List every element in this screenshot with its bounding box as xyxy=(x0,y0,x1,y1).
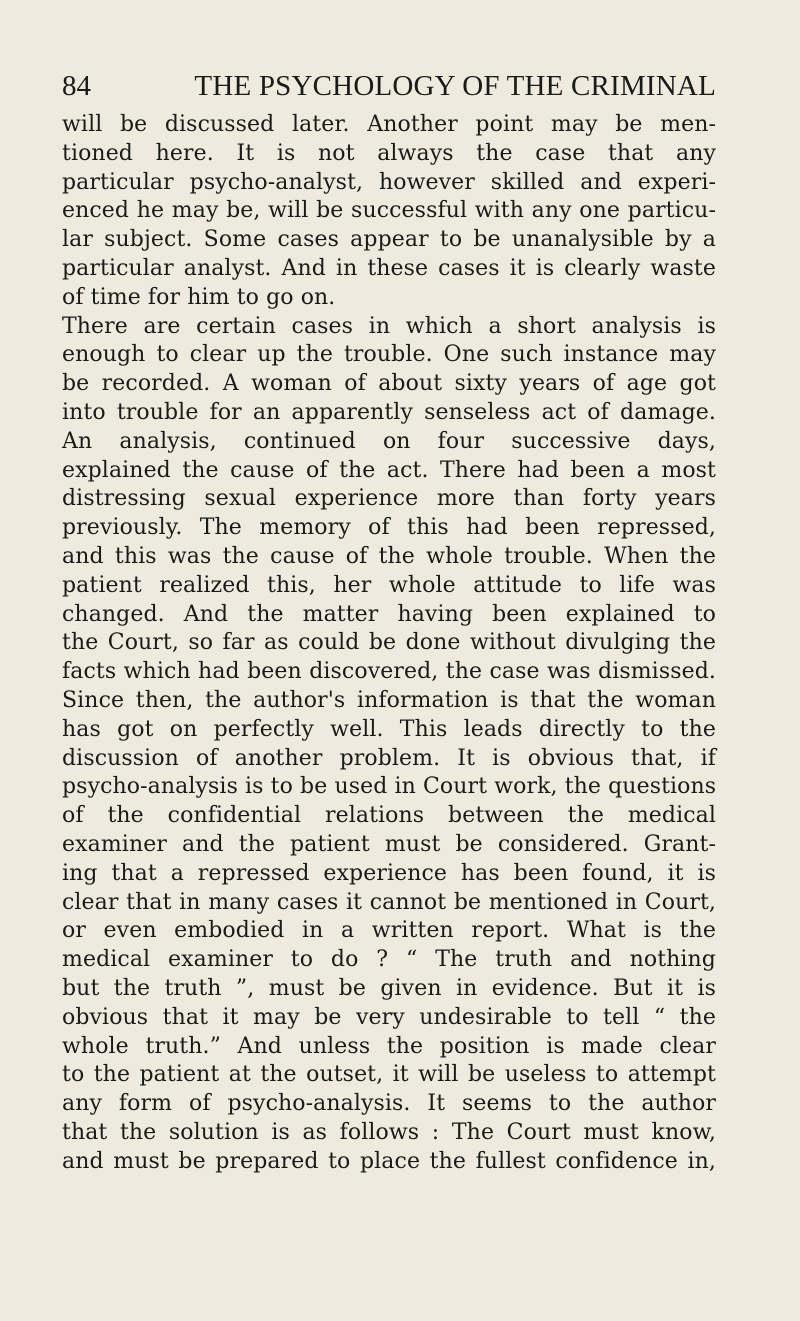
text-line: Since then, the author's information is that the woman xyxy=(62,687,716,713)
text-line: discussion of another problem. It is obvious that, if xyxy=(62,745,716,771)
text-line: lar subject. Some cases appear to be unanalysible by a xyxy=(62,227,716,253)
text-line: into trouble for an apparently senseless act of damage. xyxy=(62,399,716,425)
text-line: to the patient at the outset, it will be useless to attempt xyxy=(62,1062,716,1088)
page-number: 84 xyxy=(62,70,91,102)
text-line: facts which had been discovered, the case was dismissed. xyxy=(62,659,716,685)
text-line: any form of psycho-analysis. It seems to the author xyxy=(62,1091,716,1117)
text-line: that the solution is as follows : The Court must know, xyxy=(62,1119,716,1145)
text-line: changed. And the matter having been explained to xyxy=(62,601,716,627)
text-line: previously. The memory of this had been repressed, xyxy=(62,515,716,541)
text-line: obvious that it may be very undesirable to tell “ the xyxy=(62,1004,716,1030)
text-line: of the confidential relations between the medical xyxy=(62,803,716,829)
text-line: and must be prepared to place the fullest confidence in, xyxy=(62,1148,716,1174)
text-line: tioned here. It is not always the case that any xyxy=(62,140,716,166)
text-line: enced he may be, will be successful with any one particu- xyxy=(62,198,716,224)
text-line: enough to clear up the trouble. One such instance may xyxy=(62,342,716,368)
text-line: patient realized this, her whole attitude to life was xyxy=(62,572,716,598)
text-line: but the truth ”, must be given in evidence. But it is xyxy=(62,975,716,1001)
text-line: particular analyst. And in these cases it is clearly waste xyxy=(62,255,716,281)
page-header xyxy=(62,66,716,106)
text-line: clear that in many cases it cannot be mentioned in Court, xyxy=(62,889,716,915)
text-line: medical examiner to do ? “ The truth and nothing xyxy=(62,947,716,973)
text-line: and this was the cause of the whole trouble. When the xyxy=(62,543,716,569)
text-line: An analysis, continued on four successive days, xyxy=(62,428,716,454)
text-line: will be discussed later. Another point may be men- xyxy=(62,112,716,137)
text-line: has got on perfectly well. This leads directly to the xyxy=(62,716,716,742)
body-text xyxy=(62,111,716,1176)
text-line: or even embodied in a written report. What is the xyxy=(62,918,716,944)
text-line: There are certain cases in which a short analysis is xyxy=(62,313,716,339)
text-line: the Court, so far as could be done without divulging the xyxy=(62,630,716,656)
running-head: THE PSYCHOLOGY OF THE CRIMINAL xyxy=(194,70,716,102)
text-line: particular psycho-analyst, however skilled and experi- xyxy=(62,169,716,195)
text-line: psycho-analysis is to be used in Court work, the questions xyxy=(62,774,717,800)
text-line: ing that a repressed experience has been found, it is xyxy=(62,860,716,886)
text-line: whole truth.” And unless the position is made clear xyxy=(62,1033,716,1059)
text-line: examiner and the patient must be considered. Grant- xyxy=(62,831,716,857)
text-line: explained the cause of the act. There had been a most xyxy=(62,457,716,483)
text-line: be recorded. A woman of about sixty years of age got xyxy=(62,371,716,397)
text-line: of time for him to go on. xyxy=(62,284,336,310)
text-line: distressing sexual experience more than forty years xyxy=(62,486,716,512)
